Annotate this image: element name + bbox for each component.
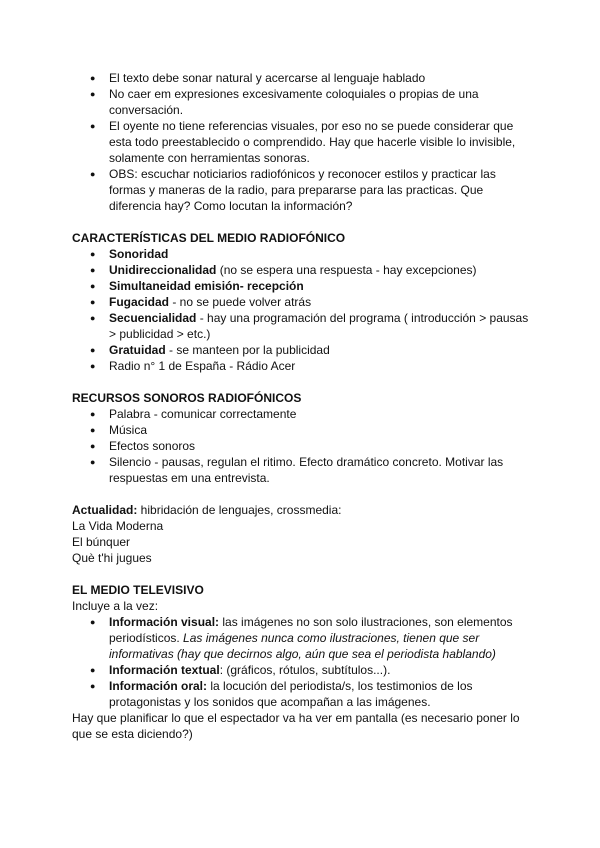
list-item: ● Unidireccionalidad (no se espera una respuesta - hay excepciones) — [90, 263, 477, 277]
list-item: ● Sonoridad — [90, 247, 169, 261]
bullet-icon: ● — [90, 345, 96, 355]
list-item: ● Información oral: la locución del periodista/s, los testimonios de los protagonistas y los sonidos que acompañan a las imágenes. — [90, 679, 473, 709]
show-name: La Vida Moderna — [72, 519, 164, 533]
bullet-icon: ● — [90, 441, 96, 451]
tv-closing: Hay que planificar lo que el espectador va ha ver em pantalla (es necesario poner lo que se esta diciendo?) — [72, 711, 520, 741]
bullet-icon: ● — [90, 617, 96, 627]
list-item: ● Efectos sonoros — [90, 439, 196, 453]
bullet-icon: ● — [90, 121, 96, 131]
bullet-icon: ● — [90, 409, 96, 419]
resources-list — [72, 406, 532, 486]
actualidad-paragraph: Actualidad: hibridación de lenguajes, crossmedia: — [72, 503, 342, 517]
list-item: ● El texto debe sonar natural y acercarse al lenguaje hablado — [90, 71, 426, 85]
bullet-icon: ● — [90, 297, 96, 307]
intro-list — [72, 70, 532, 214]
list-item: ● Información textual: (gráficos, rótulos, subtítulos...). — [90, 663, 391, 677]
list-item: ● Simultaneidad emisión- recepción — [90, 279, 304, 293]
list-item: ● No caer em expresiones excesivamente coloquiales o propias de una conversación. — [90, 87, 479, 117]
section-heading-characteristics: CARACTERÍSTICAS DEL MEDIO RADIOFÓNICO — [72, 231, 346, 245]
bullet-icon: ● — [90, 169, 96, 179]
show-name: Què t'hi jugues — [72, 551, 152, 565]
bullet-icon: ● — [90, 425, 96, 435]
bullet-icon: ● — [90, 313, 96, 323]
list-item: ● Palabra - comunicar correctamente — [90, 407, 297, 421]
list-item: ● Secuencialidad - hay una programación del programa ( introducción > pausas > publicidad > etc.) — [90, 311, 529, 341]
tv-intro: Incluye a la vez: — [72, 599, 159, 613]
bullet-icon: ● — [90, 249, 96, 259]
bullet-icon: ● — [90, 89, 96, 99]
document-content — [72, 70, 532, 742]
list-item: ● OBS: escuchar noticiarios radiofónicos y reconocer estilos y practicar las formas y maneras de la radio, para prepararse para las practicas. Que diferencia hay? Como locutan la información? — [90, 167, 496, 213]
characteristics-list — [72, 246, 532, 374]
section-heading-tv: EL MEDIO TELEVISIVO — [72, 583, 204, 597]
bullet-icon: ● — [90, 281, 96, 291]
list-item: ● Silencio - pausas, regulan el ritimo. Efecto dramático concreto. Motivar las respuestas em una entrevista. — [90, 455, 504, 485]
list-item: ● Fugacidad - no se puede volver atrás — [90, 295, 312, 309]
bullet-icon: ● — [90, 265, 96, 275]
list-item: ● El oyente no tiene referencias visuales, por eso no se puede considerar que esta todo preestablecido o comprendido. Hay que hacerle visible lo invisible, solamente con herramientas sonoras. — [90, 119, 516, 165]
list-item: ● Información visual: las imágenes no son solo ilustraciones, son elementos periodísticos. Las imágenes nunca como ilustraciones, tienen que ser informativas (hay que decirnos algo, aún que sea el periodista hablando) — [90, 615, 513, 661]
bullet-icon: ● — [90, 361, 96, 371]
bullet-icon: ● — [90, 457, 96, 467]
bullet-icon: ● — [90, 681, 96, 691]
bullet-icon: ● — [90, 665, 96, 675]
list-item: ● Música — [90, 423, 148, 437]
tv-list — [72, 614, 532, 710]
bullet-icon: ● — [90, 73, 96, 83]
show-name: El búnquer — [72, 535, 131, 549]
section-heading-resources: RECURSOS SONOROS RADIOFÓNICOS — [72, 391, 302, 405]
list-item: ● Gratuidad - se manteen por la publicidad — [90, 343, 330, 357]
list-item: ● Radio n° 1 de España - Rádio Acer — [90, 359, 296, 373]
